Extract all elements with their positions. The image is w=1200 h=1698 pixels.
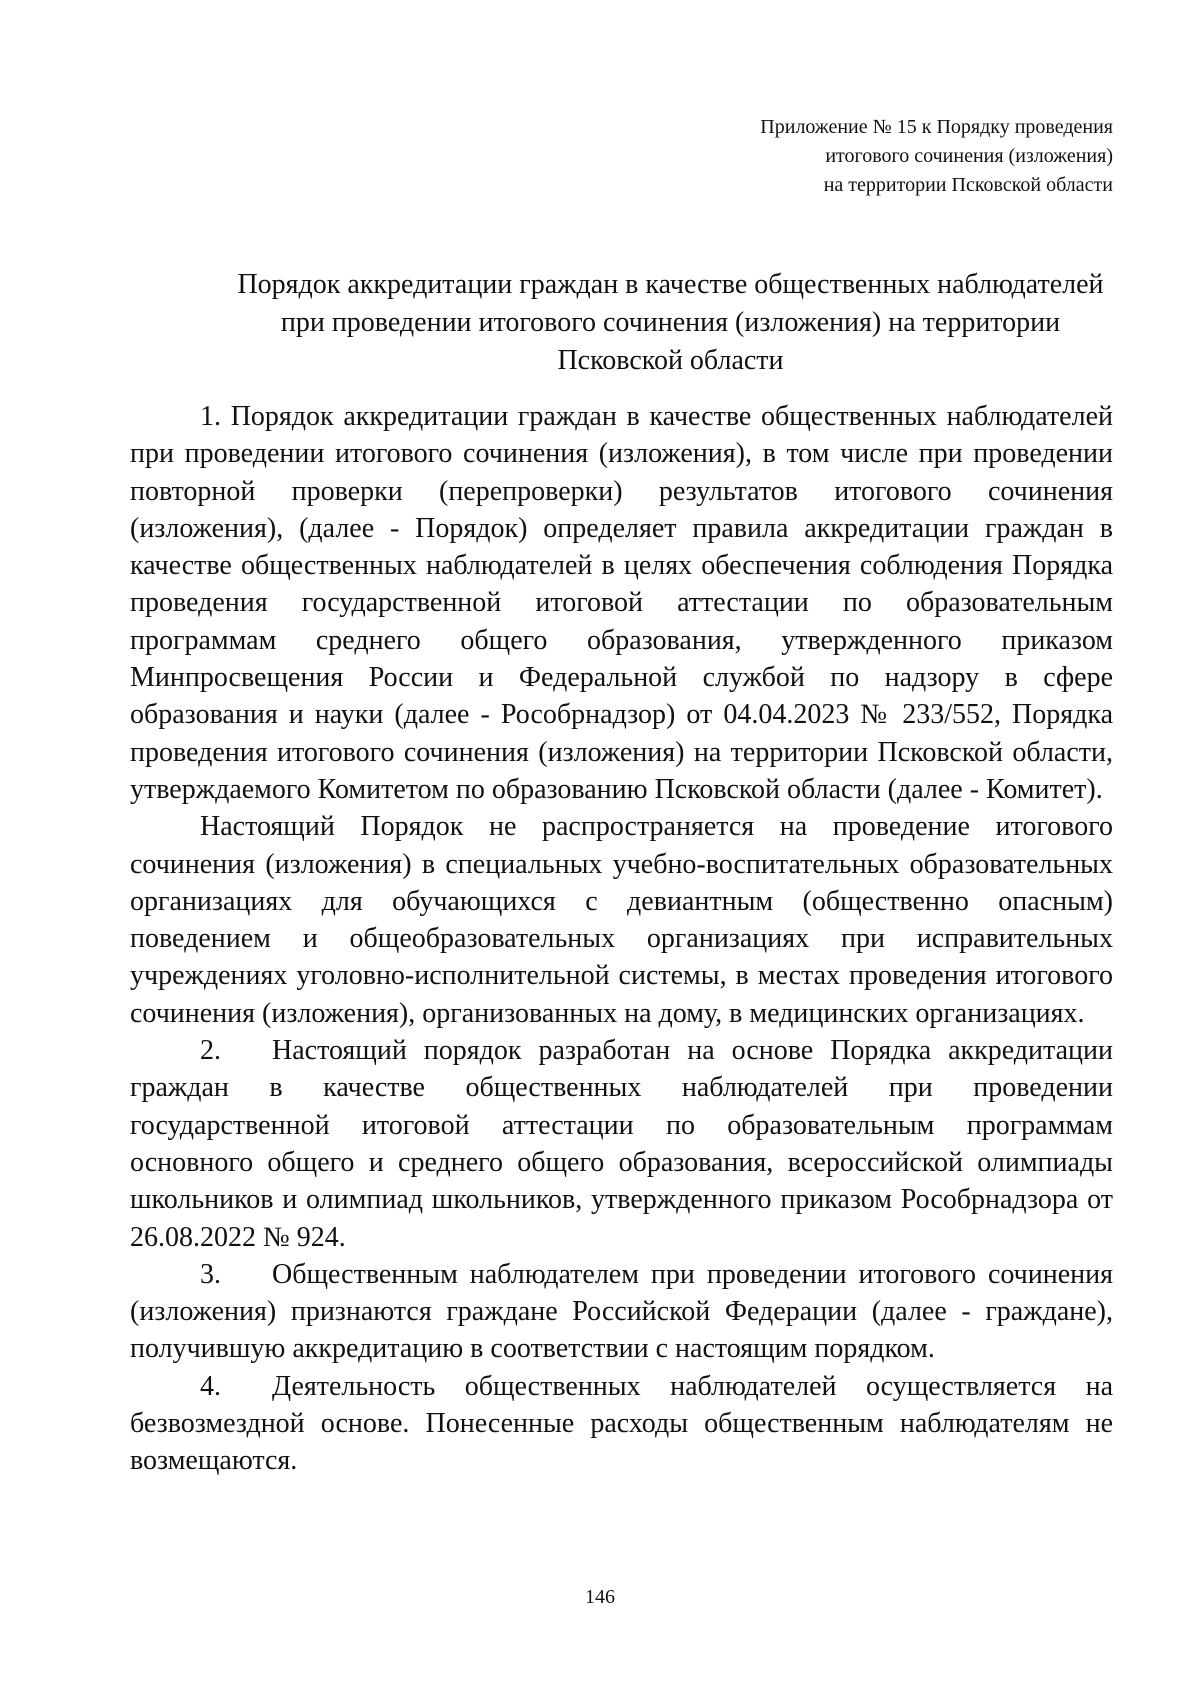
document-title-line: при проведении итогового сочинения (изложения) на территории	[280, 307, 1061, 338]
paragraph-text: Общественным наблюдателем при проведении итогового сочинения (изложения) признаются граждане Российской Федерации (далее - граждане), получившую аккредитацию в соответствии с настоящим порядком.	[130, 1258, 1113, 1365]
paragraph-text: Настоящий порядок разработан на основе Порядка аккредитации граждан в качестве общественных наблюдателей при проведении государственной итоговой аттестации по образовательным программам основного общего и среднего общего образования, всероссийской олимпиады школьников и олимпиад школьников, утвержденного приказом Рособрнадзора от 26.08.2022 № 924.	[130, 1035, 1113, 1253]
appendix-header-line: на территории Псковской области	[823, 174, 1113, 196]
paragraph-1-continued: Настоящий Порядок не распространяется на проведение итогового сочинения (изложения) в специальных учебно-воспитательных образовательных организациях для обучающихся с девиантным (общественно опасным) поведением и общеобразовательных организациях при исправительных учреждениях уголовно-исполнительной системы, в местах проведения итогового сочинения (изложения), организованных на дому, в медицинских организациях.	[130, 811, 1113, 1029]
paragraph-4	[130, 1368, 1113, 1480]
document-title-line: Псковской области	[557, 345, 784, 376]
paragraph-3	[130, 1256, 1113, 1368]
appendix-header-line: итогового сочинения (изложения)	[825, 145, 1113, 167]
paragraph-1: 1. Порядок аккредитации граждан в качестве общественных наблюдателей при проведении итогового сочинения (изложения), в том числе при проведении повторной проверки (перепроверки) результатов итогового сочинения (изложения), (далее - Порядок) определяет правила аккредитации граждан в качестве общественных наблюдателей в целях обеспечения соблюдения Порядка проведения государственной итоговой аттестации по образовательным программам среднего общего образования, утвержденного приказом Минпросвещения России и Федеральной службой по надзору в сфере образования и науки (далее - Рособрнадзор) от 04.04.2023 № 233/552, Порядка проведения итогового сочинения (изложения) на территории Псковской области, утверждаемого Комитетом по образованию Псковской области (далее - Комитет).	[130, 401, 1113, 805]
paragraph-number: 2.	[200, 1035, 221, 1067]
document-title	[228, 266, 1113, 380]
paragraph-number: 4.	[200, 1370, 221, 1402]
appendix-header-line: Приложение № 15 к Порядку проведения	[760, 116, 1113, 138]
page-number: 146	[585, 1586, 615, 1608]
paragraph-2	[130, 1032, 1113, 1256]
document-title-line: Порядок аккредитации граждан в качестве общественных наблюдателей	[237, 269, 1104, 300]
paragraph-text: Деятельность общественных наблюдателей осуществляется на безвозмездной основе. Понесенные расходы общественным наблюдателям не возмещаются.	[130, 1370, 1113, 1477]
document-body	[130, 398, 1113, 1480]
paragraph-number: 3.	[200, 1258, 221, 1290]
appendix-header	[513, 113, 1113, 200]
